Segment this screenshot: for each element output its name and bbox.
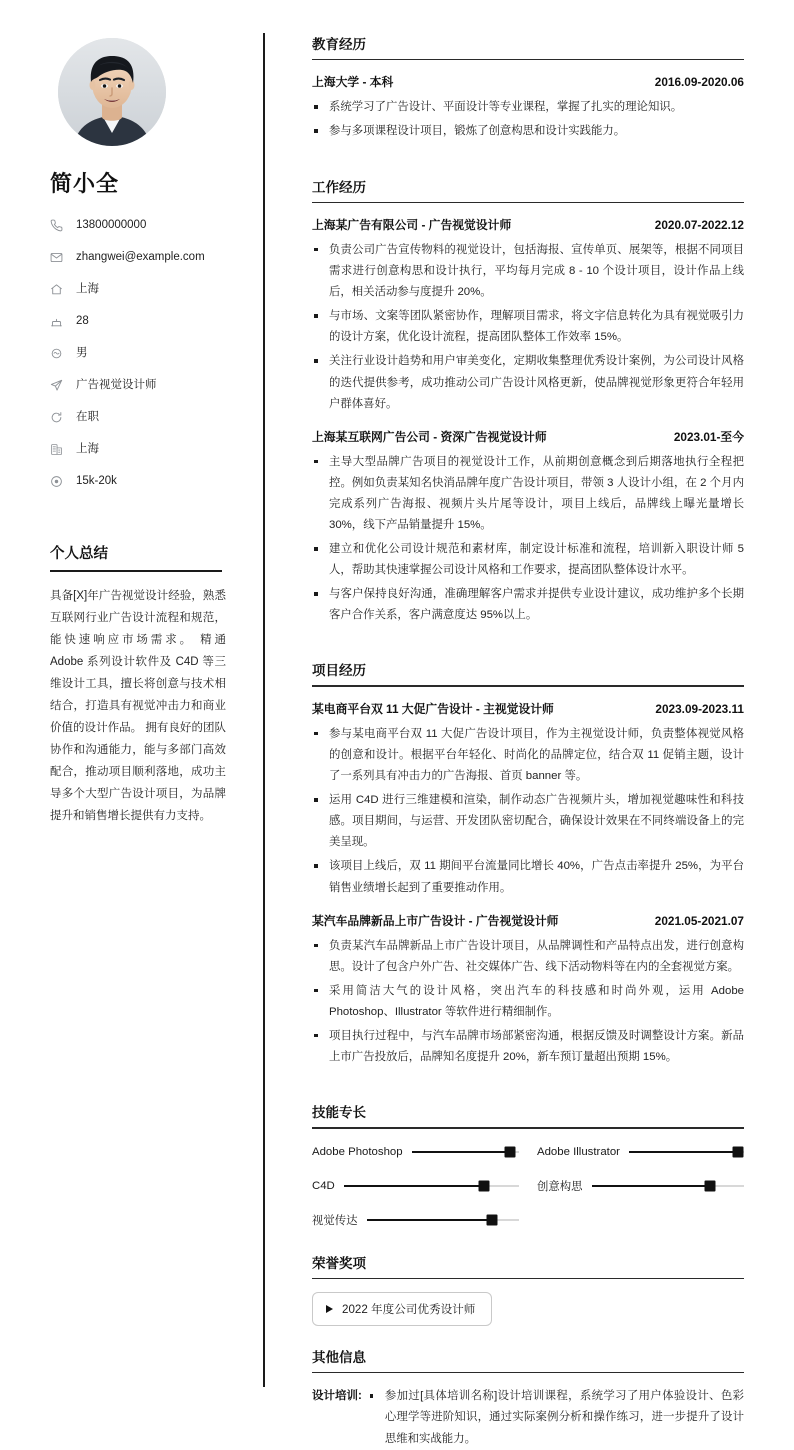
contact-item-age [50,308,236,334]
divider [312,1127,744,1128]
section-awards [312,1252,744,1326]
entry-title: 某汽车品牌新品上市广告设计 - 广告视觉设计师 [312,913,559,928]
column-divider [263,33,265,1387]
list-item: 项目执行过程中，与汽车品牌市场部紧密沟通，根据反馈及时调整设计方案。新品上市广告投放后，品牌知名度提升 20%，新车预订量超出预期 15%。 [312,1026,744,1068]
divider [312,1372,744,1373]
contact-item-phone [50,212,236,238]
skill-slider[interactable] [592,1185,744,1187]
personal-summary-section [50,542,236,827]
skill-slider[interactable] [344,1185,519,1187]
entry-date: 2016.09-2020.06 [654,75,744,90]
list-item: 负责公司广告宣传物料的视觉设计，包括海报、宣传单页、展架等，根据不同项目需求进行创意构思和设计执行，平均每月完成 8 - 10 个设计项目，设计作品上线后，相关活动参与度提升 20%。 [312,240,744,303]
refresh-icon [50,410,67,424]
bullet-list [312,452,744,627]
entry-title: 上海某互联网广告公司 - 资深广告视觉设计师 [312,429,547,444]
section-title-education: 教育经历 [312,37,366,52]
sidebar [0,0,264,1426]
contact-value-salary: 15k-20k [76,474,117,487]
list-item: 与市场、文案等团队紧密协作，理解项目需求，将文字信息转化为具有视觉吸引力的设计方案，优化设计流程，提高团队整体工作效率 15%。 [312,306,744,348]
entry-date: 2021.05-2021.07 [654,913,744,928]
skill-fill [592,1185,711,1187]
skill-thumb[interactable] [505,1146,516,1157]
caret-right-icon [326,1305,333,1313]
skill-fill [344,1185,484,1187]
skill-row-adobe-photoshop [312,1142,519,1162]
list-item: 采用简洁大气的设计风格，突出汽车的科技感和时尚外观，运用 Adobe Photoshop、Illustrator 等软件进行精细制作。 [312,981,744,1023]
entry-header [312,700,744,717]
skill-fill [367,1219,492,1221]
contact-value-city: 上海 [76,442,99,455]
section-title-other-info: 其他信息 [312,1349,366,1365]
skill-label: 创意构思 [537,1180,583,1193]
divider [312,59,744,60]
list-item: 参加过[具体培训名称]设计培训课程，系统学习了用户体验设计、色彩心理学等进阶知识，通过实际案例分析和操作练习，进一步提升了设计思维和实战能力。 [368,1386,744,1449]
section-title-awards: 荣誉奖项 [312,1255,366,1271]
section-education [312,33,744,143]
list-item: 系统学习了广告设计、平面设计等专业课程，掌握了扎实的理论知识。 [312,97,744,118]
envelope-icon [50,250,67,264]
list-item: 与客户保持良好沟通，准确理解客户需求并提供专业设计建议，成功维护多个长期客户合作关系，客户满意度达 95%以上。 [312,584,744,626]
entry-work-1 [312,428,744,627]
personal-summary-text: 具备[X]年广告视觉设计经验，熟悉互联网行业广告设计流程和规范，能快速响应市场需求。 精通 Adobe 系列设计软件及 C4D 等三维设计工具，擅长将创意与技术相结合，打造具有视觉冲击力和商业价值的设计作品。 拥有良好的团队协作和沟通能力，能与多部门高效配合，推动项目顺利落地，成功主导多个大型广告设计项目，为品牌提升和销售增长提供有力支持。 [50,589,226,823]
avatar [58,38,166,146]
entry-title: 某电商平台双 11 大促广告设计 - 主视觉设计师 [312,701,554,716]
page-title: 简小全 [50,171,120,196]
personal-summary-title: 个人总结 [50,546,108,562]
divider [50,570,222,572]
contact-item-city [50,436,236,462]
award-chip[interactable] [312,1292,492,1326]
list-item: 运用 C4D 进行三维建模和渲染，制作动态广告视频片头，增加视觉趣味性和科技感。项目期间，与运营、开发团队密切配合，确保设计效果在不同终端设备上的完美呈现。 [312,790,744,853]
entry-project-0 [312,700,744,899]
entry-header [312,912,744,929]
section-projects [312,659,744,1068]
skill-slider[interactable] [367,1219,519,1221]
contact-value-email: zhangwei@example.com [76,250,205,263]
divider [312,202,744,203]
list-item: 建立和优化公司设计规范和素材库，制定设计标准和流程，培训新入职设计师 5 人，帮助其快速掌握公司设计风格和工作要求，提高团队整体设计水平。 [312,539,744,581]
section-title-work: 工作经历 [312,179,366,195]
contact-value-location: 上海 [76,282,99,295]
entry-title: 上海大学 - 本科 [312,75,394,90]
skill-slider[interactable] [412,1151,519,1153]
target-icon [50,474,67,488]
bullet-list [312,97,744,142]
other-info-row [312,1386,744,1449]
skill-label: Adobe Photoshop [312,1145,403,1158]
list-item: 主导大型品牌广告项目的视觉设计工作，从前期创意概念到后期落地执行全程把控。例如负责某知名快消品牌年度广告设计项目，带领 3 人设计小组，在 2 个月内完成系列广告海报、视频片头片尾等设计，项目上线后，品牌线上曝光量增长 30%，线下产品销量提升 15%。 [312,452,744,536]
entry-work-0 [312,216,744,415]
skill-thumb[interactable] [478,1180,489,1191]
contact-value-phone: 13800000000 [76,218,147,231]
entry-header [312,428,744,445]
skill-row-c4d [312,1176,519,1196]
gender-icon [50,346,67,360]
skill-label: Adobe Illustrator [537,1145,620,1158]
bullet-list [312,240,744,415]
contact-item-position [50,372,236,398]
paper-plane-icon [50,378,67,392]
home-icon [50,282,67,296]
phone-icon [50,218,67,232]
skill-thumb[interactable] [705,1180,716,1191]
contact-item-email [50,244,236,270]
entry-education-0 [312,73,744,142]
divider [312,685,744,686]
skill-fill [629,1151,738,1153]
skill-fill [412,1151,511,1153]
skill-thumb[interactable] [733,1146,744,1157]
skill-row-adobe-illustrator [537,1142,744,1162]
section-work [312,176,744,627]
building-icon [50,442,67,456]
bullet-list [312,724,744,899]
entry-header [312,216,744,233]
list-item: 该项目上线后，双 11 期间平台流量同比增长 40%，广告点击率提升 25%，为平台销售业绩增长起到了重要推动作用。 [312,856,744,898]
bullet-list [312,936,744,1069]
contact-value-age: 28 [76,314,89,327]
cake-icon [50,314,67,328]
list-item: 参与某电商平台双 11 大促广告设计项目，作为主视觉设计师，负责整体视觉风格的创意和设计。根据平台年轻化、时尚化的品牌定位，结合双 11 促销主题，设计了一系列具有冲击力的广告海报、首页 banner 等。 [312,724,744,787]
contact-item-salary [50,468,236,494]
skill-slider[interactable] [629,1151,744,1153]
contact-value-status: 在职 [76,410,99,423]
contact-item-gender [50,340,236,366]
award-label: 2022 年度公司优秀设计师 [342,1302,476,1316]
section-other-info [312,1346,744,1450]
entry-project-1 [312,912,744,1069]
skill-row-creative-concept [537,1176,744,1196]
contact-list [50,212,236,494]
section-title-projects: 项目经历 [312,663,366,679]
bullet-list [368,1386,744,1449]
entry-date: 2023.09-2023.11 [655,701,744,716]
main-content [264,0,794,1445]
portrait-photo-icon [58,38,166,146]
divider [312,1278,744,1279]
contact-item-status [50,404,236,430]
skill-label: C4D [312,1179,335,1192]
entry-header [312,73,744,90]
other-info-body [368,1386,744,1449]
award-list [312,1292,744,1326]
other-info-label: 设计培训: [312,1390,362,1403]
list-item: 关注行业设计趋势和用户审美变化，定期收集整理优秀设计案例，为公司设计风格的迭代提供参考，成功推动公司广告设计风格更新，使品牌视觉形象更符合年轻用户群体喜好。 [312,351,744,414]
contact-value-gender: 男 [76,346,88,359]
contact-item-location [50,276,236,302]
section-title-skills: 技能专长 [312,1105,366,1121]
skill-thumb[interactable] [486,1214,497,1225]
skill-label: 视觉传达 [312,1214,358,1227]
list-item: 参与多项课程设计项目，锻炼了创意构思和设计实践能力。 [312,121,744,142]
skill-row-visual-communication [312,1210,519,1230]
entry-title: 上海某广告有限公司 - 广告视觉设计师 [312,217,512,232]
section-skills [312,1101,744,1229]
entry-date: 2020.07-2022.12 [654,217,744,232]
skills-grid [312,1142,744,1230]
entry-date: 2023.01-至今 [673,429,744,444]
list-item: 负责某汽车品牌新品上市广告设计项目，从品牌调性和产品特点出发，进行创意构思。设计了包含户外广告、社交媒体广告、线下活动物料等在内的全套视觉方案。 [312,936,744,978]
contact-value-position: 广告视觉设计师 [76,378,157,391]
